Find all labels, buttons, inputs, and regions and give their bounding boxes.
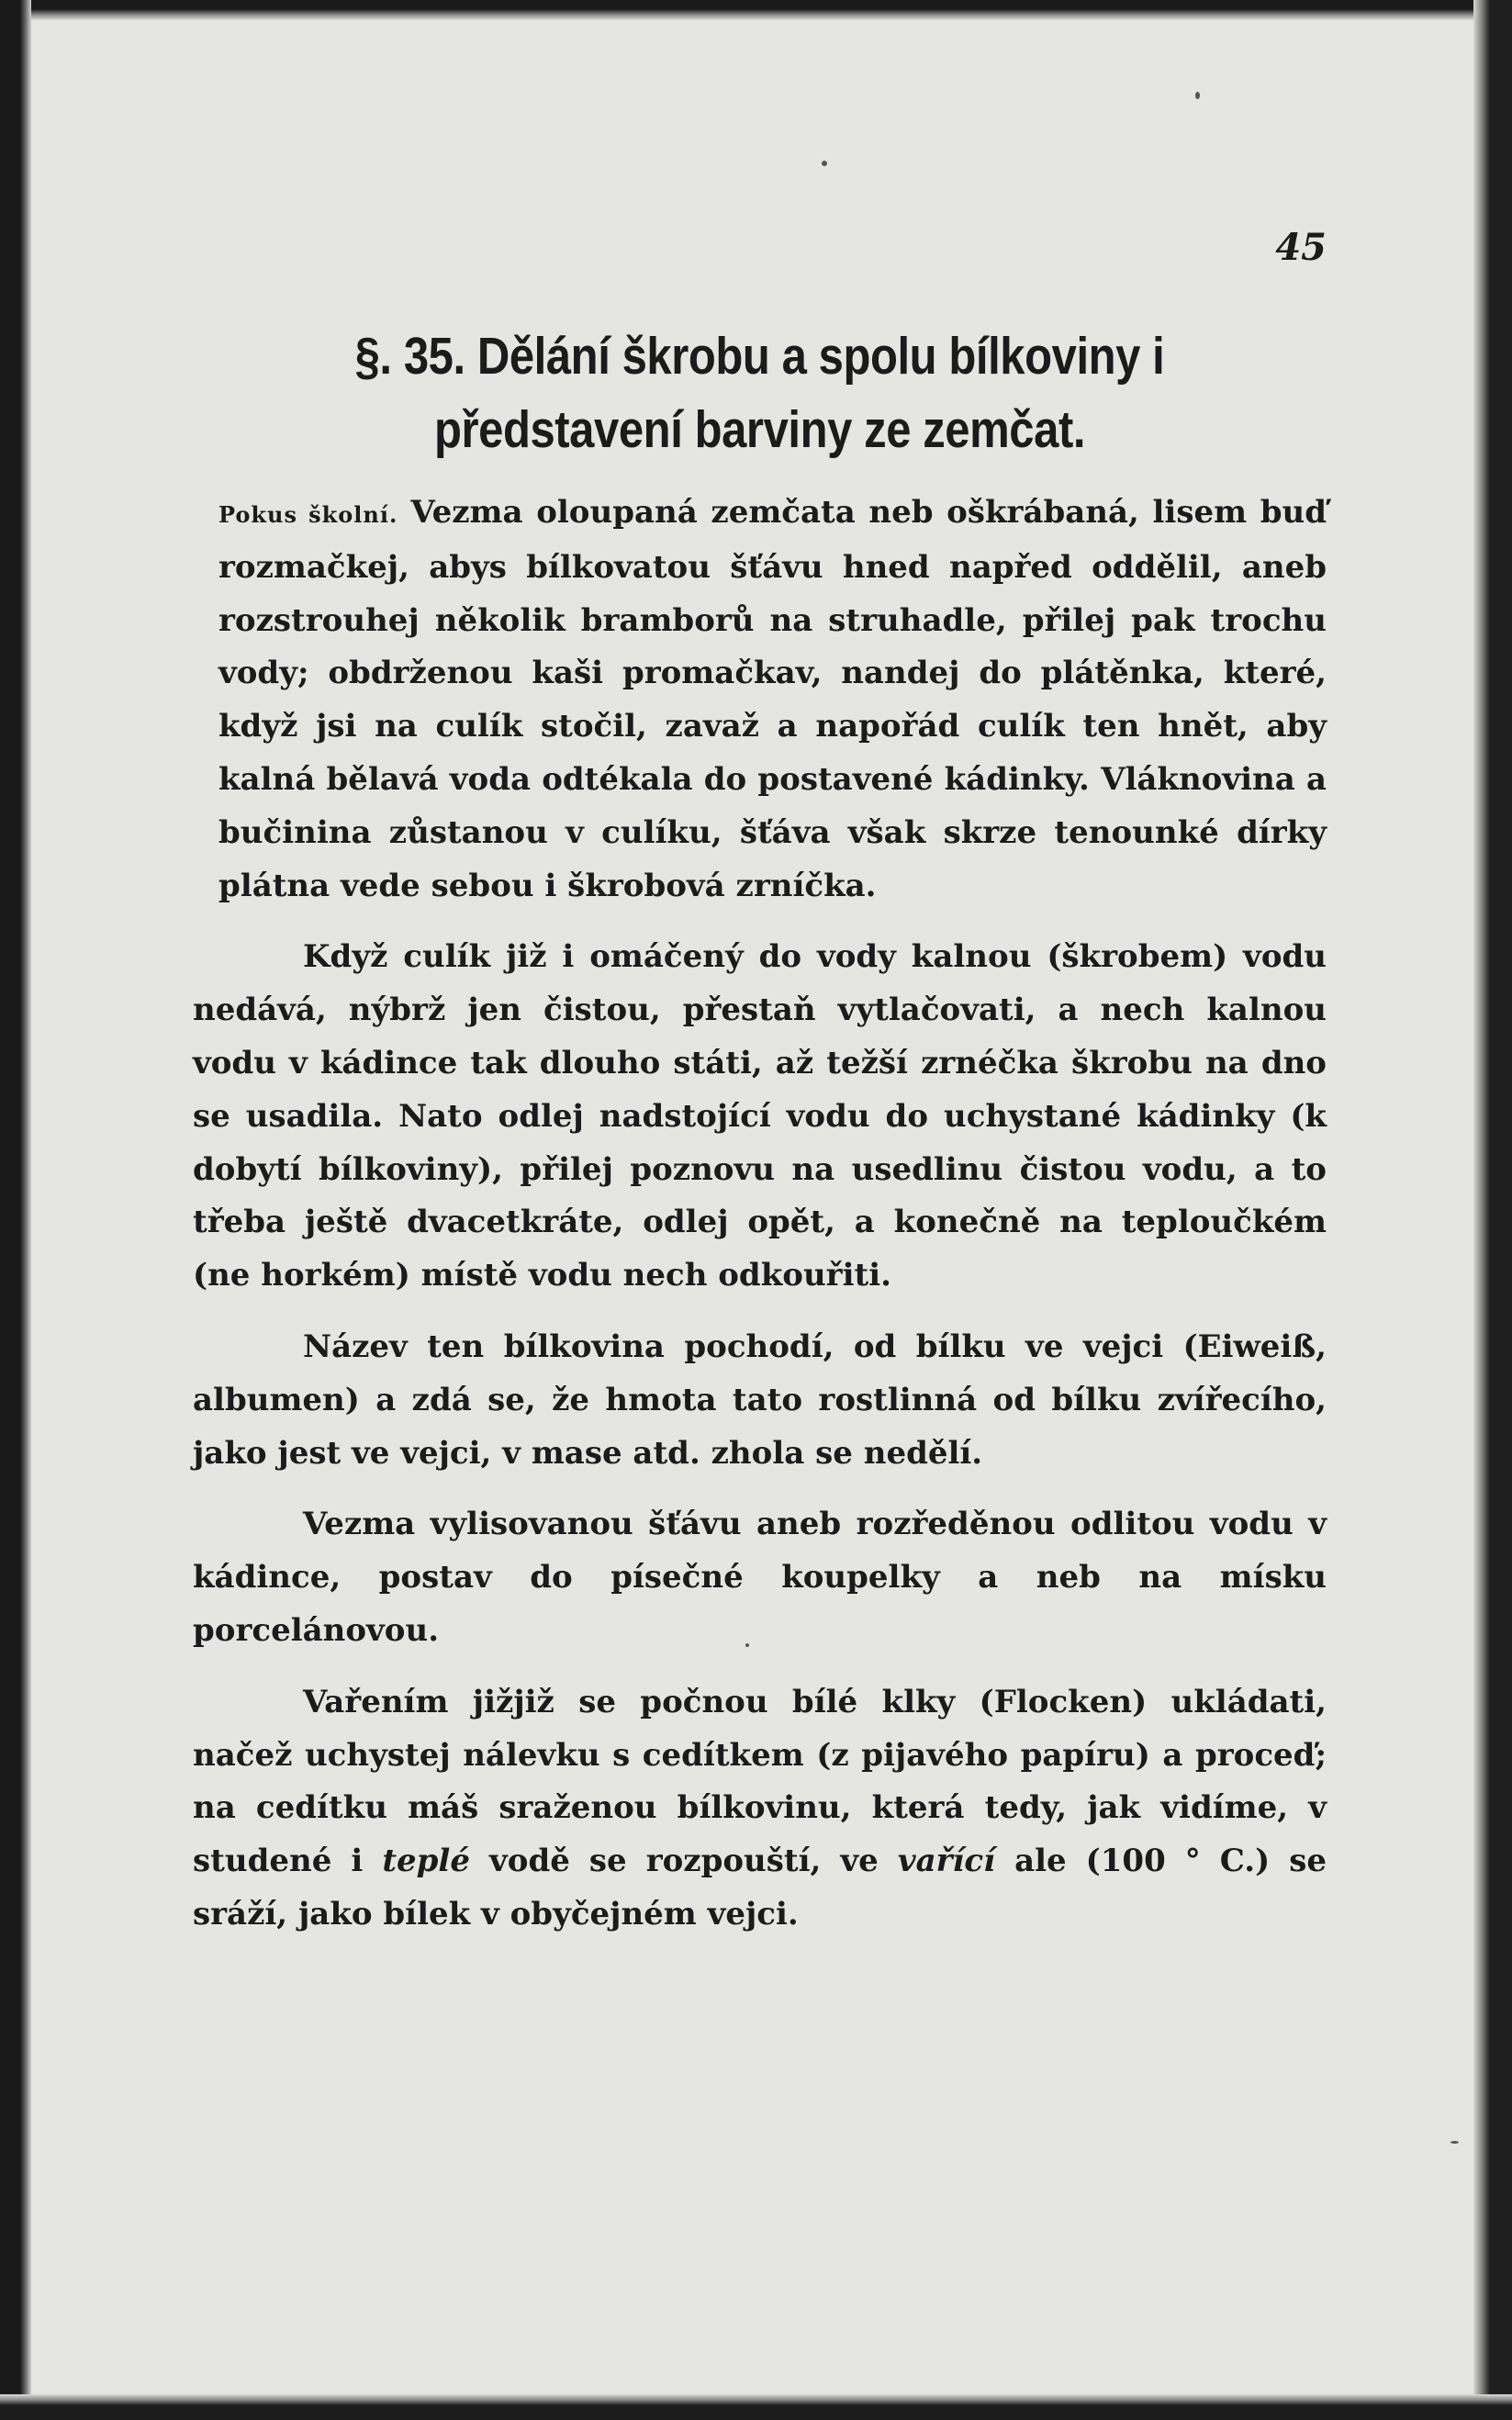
paragraph-lead: Pokus školní.: [218, 501, 398, 528]
paragraph-gap: [193, 913, 1327, 931]
paragraph-gap: [193, 1303, 1327, 1321]
scan-border-left: [0, 0, 31, 2420]
paragraph-gap: [193, 1480, 1327, 1498]
text-segment: Vezma vylisovanou šťávu aneb rozředěnou odlitou vodu v kádince, postav do písečné koupelky a neb na mísku porcelánovou.: [193, 1506, 1327, 1649]
scan-border-right: [1473, 0, 1512, 2420]
text-segment: vodě se rozpouští, ve: [469, 1843, 898, 1880]
italic-text: vařící: [897, 1843, 996, 1880]
text-segment: Název ten bílkovina pochodí, od bílku ve vejci (Eiweiß, albumen) a zdá se, že hmota tato rostlinná od bílku zvířecího, jako jest ve vejci, v mase atd. zhola se nedělí.: [193, 1328, 1327, 1472]
paragraph: [193, 1498, 1327, 1657]
text-segment: Vařením jižjiž se počnou bílé klky (Flocken) ukládati, načež uchystej nálevku s cedítkem (z pijavého papíru) a proceď; na cedítku máš sraženou bílkovinu, která tedy, jak vidíme, v studené i: [193, 1683, 1327, 1880]
paragraph: [193, 1676, 1327, 1942]
paper-speck: [1195, 92, 1200, 99]
section-heading: §. 35. Dělání škrobu a spolu bílkoviny i představení barviny ze zemčat.: [354, 327, 1165, 459]
paper-speck: [1450, 2141, 1459, 2144]
page-number: 45: [1275, 226, 1327, 269]
italic-text: teplé: [382, 1843, 470, 1880]
body-text: [193, 487, 1327, 1942]
text-segment: ale (100 ° C.) se sráží, jako bílek v obyčejném vejci.: [193, 1843, 1327, 1933]
paragraph: [193, 1321, 1327, 1480]
paragraph: [193, 931, 1327, 1303]
text-segment: Vezma oloupaná zemčata neb oškrábaná, lisem buď rozmačkej, abys bílkovatou šťávu hned napřed oddělil, aneb rozstrouhej několik bramborů na struhadle, přilej pak trochu vody; obdrženou kaši promačkav, nandej do plátěnka, které, když jsi na culík stočil, zavaž a napořád culík ten hnět, aby kalná bělavá voda odtékala do postavené kádinky. Vláknovina a bučinina zůstanou v culíku, šťáva však skrze tenounké dírky plátna vede sebou i škrobová zrníčka.: [218, 494, 1327, 904]
paper-speck: [822, 161, 827, 166]
scan-border-bottom: [0, 2394, 1512, 2420]
text-segment: Když culík již i omáčený do vody kalnou (škrobem) vodu nedává, nýbrž jen čistou, přestaň vytlačovati, a nech kalnou vodu v kádince tak dlouho státi, až težší zrnéčka škrobu na dno se usadila. Nato odlej nadstojící vodu do uchystané kádinky (k dobytí bílkoviny), přilej poznovu na usedlinu čistou vodu, a to třeba ještě dvacetkráte, odlej opět, a konečně na teploučkém (ne horkém) místě vodu nech odkouřiti.: [193, 938, 1327, 1294]
paragraph-gap: [193, 1658, 1327, 1676]
scan-border-top: [0, 0, 1512, 20]
paragraph: [193, 487, 1327, 913]
